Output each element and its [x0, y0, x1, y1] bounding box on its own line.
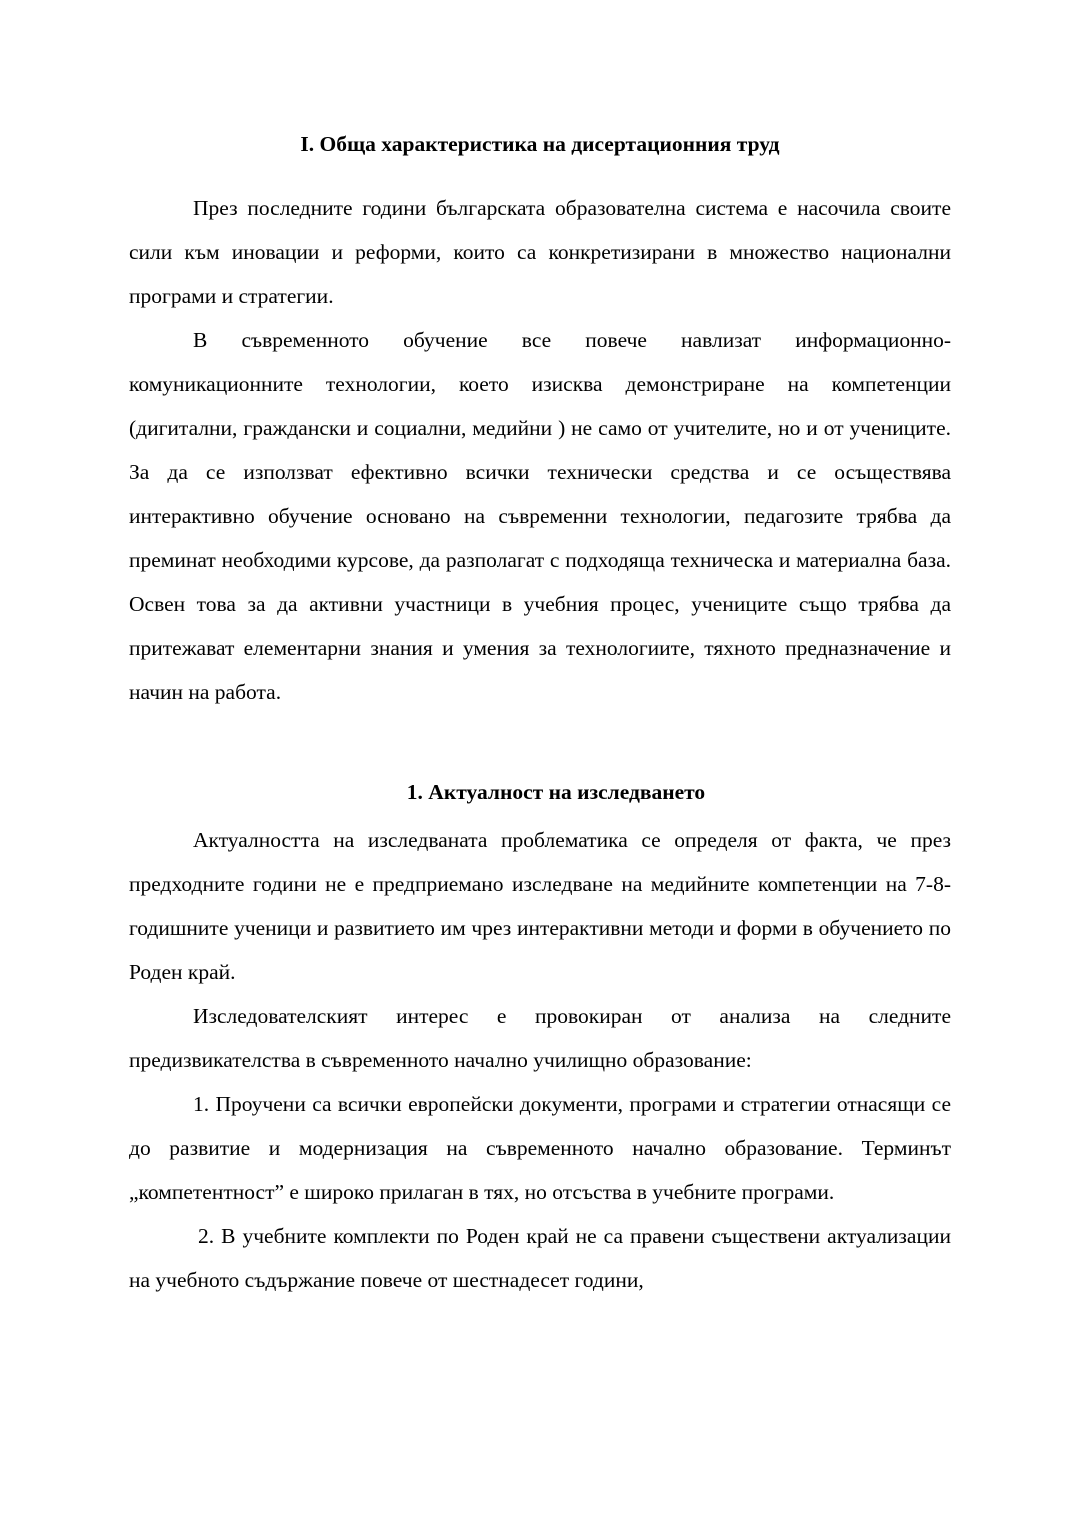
paragraph: Актуалността на изследваната проблематика се определя от факта, че през предходните години не е предприемано изследване на медийните компетенции на 7-8-годишните ученици и развитието им чрез интерактивни методи и форми в обучението по Роден край. — [129, 828, 951, 984]
numbered-paragraph: 1. Проучени са всички европейски документи, програми и стратегии отнасящи се до развитие и модернизация на съвременното начално образование. Терминът „компетентност” е широко прилаган в тях, но отсъства в учебните програми. — [129, 1092, 951, 1204]
numbered-paragraph: 2. В учебните комплекти по Роден край не са правени съществени актуализации на учебното съдържание повече от шестнадесет години, — [129, 1224, 951, 1292]
paragraph: В съвременното обучение все повече навлизат информационно-комуникационните технологии, което изисква демонстриране на компетенции (дигитални, граждански и социални, медийни ) не само от учителите, но и от учениците. За да се използват ефективно всички технически средства и се осъществява интерактивно обучение основано на съвременни технологии, педагозите трябва да преминат необходими курсове, да разполагат с подходяща техническа и материална база. Освен това за да активни участници в учебния процес, учениците също трябва да притежават елементарни знания и умения за технологиите, тяхното предназначение и начин на работа. — [129, 328, 951, 704]
main-heading: I. Обща характеристика на дисертационния труд — [300, 132, 780, 156]
section-heading: 1. Актуалност на изследването — [406, 780, 706, 804]
paragraph: През последните години българската образователна система е насочила своите сили към иновации и реформи, които са конкретизирани в множество национални програми и стратегии. — [129, 196, 951, 308]
page-content — [129, 124, 951, 1302]
paragraph: Изследователският интерес е провокиран от анализа на следните предизвикателства в съвременното начално училищно образование: — [129, 1004, 951, 1072]
